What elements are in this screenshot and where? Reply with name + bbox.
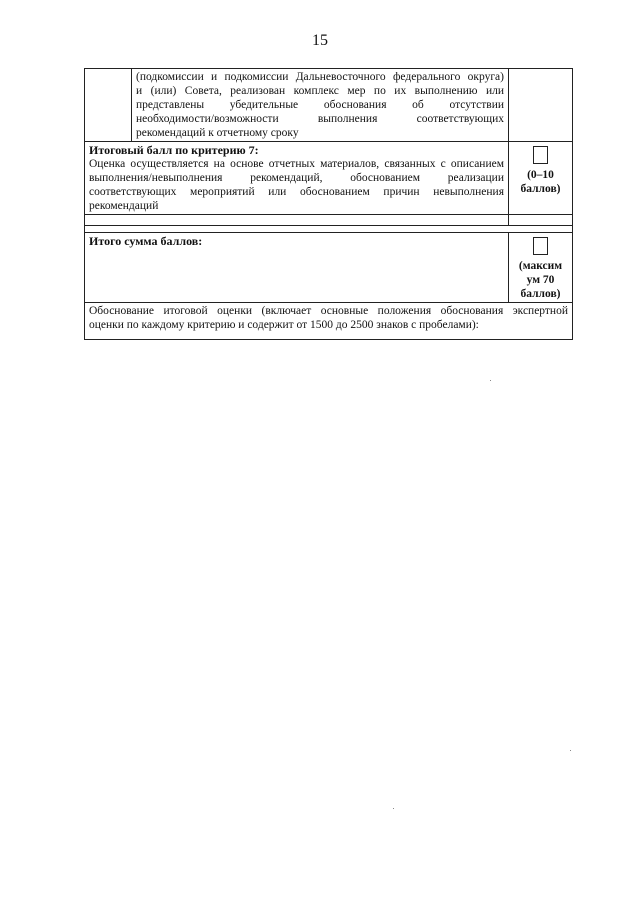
criterion7-text-cell [85,142,509,215]
justification-cell[interactable] [85,303,573,340]
justification-line: оценки по каждому критерию и содержит от 1500 до 2500 знаков с пробелами): [89,319,479,331]
continuation-score-cell [509,69,573,142]
criterion7-line: Оценка осуществляется на основе отчетных материалов, связанных с описанием [89,158,504,170]
total-score-box[interactable] [533,237,548,255]
continuation-line: рекомендаций к отчетному сроку [136,127,299,139]
separator-row [85,226,573,233]
scan-speck [393,808,394,809]
continuation-line: необходимости/возможности выполнения соответствующих [136,113,504,125]
spacer-cell [85,215,509,226]
criterion7-score-box[interactable] [533,146,548,164]
continuation-line: и (или) Совета, реализован комплекс мер по их выполнению или [136,85,504,97]
spacer-row [85,215,573,226]
total-score-cell [509,233,573,303]
justification-row [85,303,573,340]
total-text-cell [85,233,509,303]
criterion7-line: соответствующих мероприятий или обоснованием причин невыполнения [89,186,504,198]
continuation-line: представлены убедительные обоснования об отсутствии [136,99,504,111]
criterion7-score-range: (0–10 [527,169,554,181]
criterion7-score-cell [509,142,573,215]
criterion7-row [85,142,573,215]
total-score-range: баллов) [520,288,561,300]
continuation-line: (подкомиссии и подкомиссии Дальневосточного федерального округа) [136,71,504,83]
total-title: Итого сумма баллов: [89,234,203,248]
scan-speck [570,750,571,751]
criterion7-line: выполнения/невыполнения рекомендаций, обоснованием реализации [89,172,504,184]
criterion7-score-range: баллов) [520,183,561,195]
continuation-number-cell [85,69,132,142]
criterion7-title: Итоговый балл по критерию 7: [89,143,259,157]
separator-cell [85,226,573,233]
criterion7-line: рекомендаций [89,200,159,212]
continuation-text-cell [132,69,509,142]
score-table [84,68,573,340]
spacer-score-cell [509,215,573,226]
continuation-row [85,69,573,142]
justification-line: Обоснование итоговой оценки (включает основные положения обоснования экспертной [89,305,568,317]
total-row [85,233,573,303]
total-score-range: ум 70 [526,274,555,286]
page-number: 15 [312,32,328,49]
scan-speck [490,380,491,381]
total-score-range: (максим [518,260,563,272]
